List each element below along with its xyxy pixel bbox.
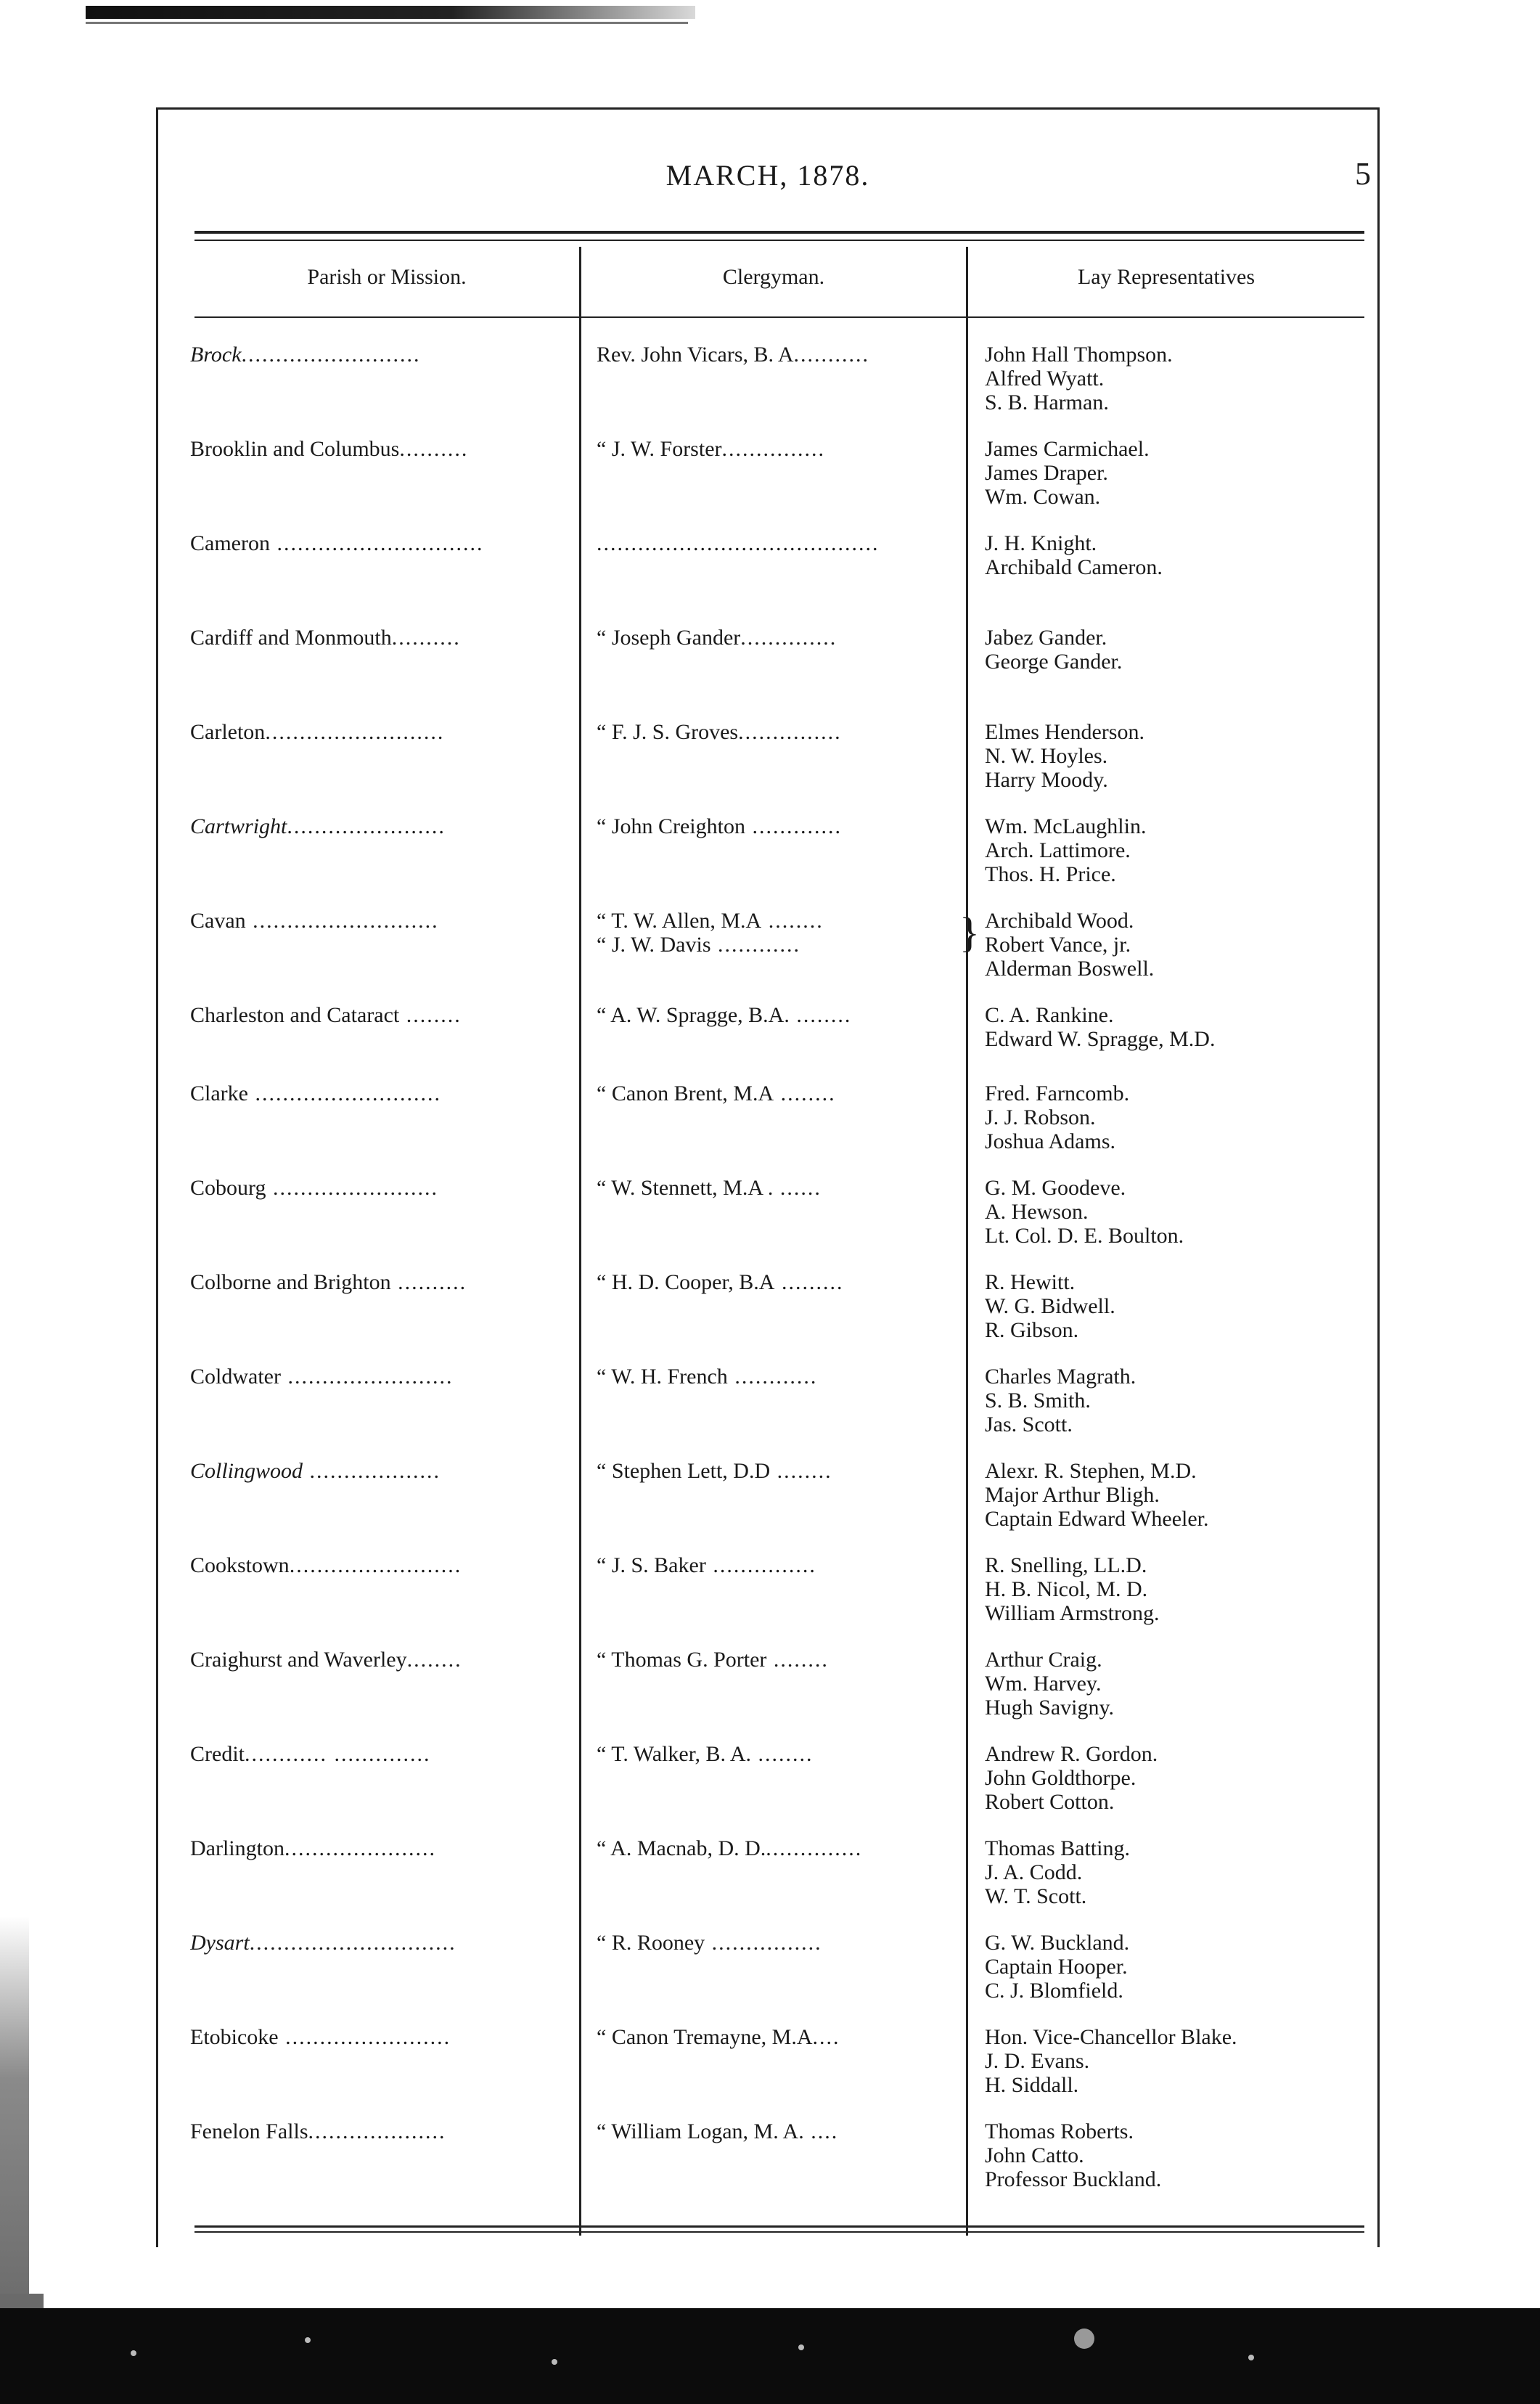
clergy-name: “ Canon Tremayne, M.A (597, 2025, 813, 2049)
lay-name: Thos. H. Price. (985, 862, 1116, 886)
lay-representatives (985, 1931, 1362, 2003)
scan-edge-bottom (0, 2308, 1540, 2404)
table-row: Collingwood ................... “ Stephen Lett, D.D ........ Alexr. R. Stephen, M.D. Major Arthur Bligh. Captain Edward Wheeler. (190, 1459, 1366, 1553)
table-row: Craighurst and Waverley........ “ Thomas G. Porter ........ Arthur Craig. Wm. Harvey. Hugh Savigny. (190, 1648, 1366, 1742)
clergy-name: Rev. John Vicars, B. A (597, 343, 794, 367)
parish-name: Craighurst and Waverley (190, 1648, 407, 1672)
lay-name: G. W. Buckland. (985, 1931, 1130, 1955)
clergy-name: “ W. H. French (597, 1365, 728, 1389)
lay-name: Captain Hooper. (985, 1955, 1128, 1979)
lay-name: R. Hewitt. (985, 1270, 1076, 1294)
clergy-name: “ John Creighton (597, 814, 745, 838)
lay-name: Wm. Harvey. (985, 1672, 1102, 1696)
lay-name: Captain Edward Wheeler. (985, 1507, 1209, 1531)
lay-name: John Hall Thompson. (985, 343, 1173, 367)
lay-name: Elmes Henderson. (985, 720, 1144, 744)
clergy-name: “ H. D. Cooper, B.A (597, 1270, 775, 1294)
lay-name: S. B. Harman. (985, 391, 1109, 414)
parish-name: Colborne and Brighton (190, 1270, 391, 1294)
lay-representatives (985, 1553, 1362, 1625)
lay-name: A. Hewson. (985, 1200, 1089, 1224)
clergy-name: “ Stephen Lett, D.D (597, 1459, 771, 1483)
scan-edge-left (0, 1916, 29, 2323)
lay-name: Edward W. Spragge, M.D. (985, 1027, 1216, 1051)
table-row: Fenelon Falls.................... “ William Logan, M. A. .... Thomas Roberts. John Catto. Professor Buckland. (190, 2119, 1366, 2214)
table-row: Brock.......................... Rev. John Vicars, B. A........... John Hall Thompson. Alfred Wyatt. S. B. Harman. (190, 343, 1366, 437)
lay-name: W. T. Scott. (985, 1884, 1087, 1908)
lay-representatives (985, 1836, 1362, 1908)
parish-name: Cameron (190, 531, 270, 555)
column-header-clergy: Clergyman. (722, 265, 825, 289)
table-row: Clarke ........................... “ Canon Brent, M.A ........ Fred. Farncomb. J. J. Robson. Joshua Adams. (190, 1082, 1366, 1176)
table-row: Cookstown......................... “ J. S. Baker ............... R. Snelling, LL.D. H. B. Nicol, M. D. William Armstrong. (190, 1553, 1366, 1648)
lay-name: H. Siddall. (985, 2073, 1079, 2097)
lay-representatives (985, 1270, 1362, 1342)
lay-name: John Catto. (985, 2143, 1084, 2167)
lay-name: Alexr. R. Stephen, M.D. (985, 1459, 1197, 1483)
footer-rule-thin (194, 2231, 1364, 2233)
parish-name: Etobicoke (190, 2025, 279, 2049)
lay-name: Thomas Batting. (985, 1836, 1130, 1860)
lay-name: Alfred Wyatt. (985, 367, 1105, 391)
lay-name: William Armstrong. (985, 1601, 1160, 1625)
table-row: Cavan ........................... “ T. W. Allen, M.A ........ “ J. W. Davis ............ } Archibald Wood. Robert Vance, jr. Alderman Boswell. (190, 909, 1366, 1003)
lay-representatives (985, 1003, 1362, 1051)
lay-representatives (985, 1365, 1362, 1436)
lay-name: R. Gibson. (985, 1318, 1079, 1342)
lay-name: R. Snelling, LL.D. (985, 1553, 1147, 1577)
lay-name: Major Arthur Bligh. (985, 1483, 1160, 1507)
header-rule-thin (194, 240, 1364, 241)
lay-representatives (985, 814, 1362, 886)
lay-name: Wm. Cowan. (985, 485, 1101, 509)
clergy-name: “ A. Macnab, D. D. (597, 1836, 766, 1860)
lay-name: George Gander. (985, 650, 1123, 674)
parish-name: Cartwright (190, 814, 287, 838)
lay-name: C. J. Blomfield. (985, 1979, 1123, 2003)
scan-edge-top (86, 6, 695, 19)
scan-edge-top-line (86, 22, 688, 24)
parish-name: Credit (190, 1742, 245, 1766)
parish-name: Fenelon Falls (190, 2119, 308, 2143)
lay-representatives (985, 531, 1362, 579)
clergy-name: “ Thomas G. Porter (597, 1648, 767, 1672)
table-row: Carleton.......................... “ F. J. S. Groves............... Elmes Henderson. N. W. Hoyles. Harry Moody. (190, 720, 1366, 814)
clergy-name: “ Joseph Gander (597, 626, 741, 650)
lay-name: C. A. Rankine. (985, 1003, 1114, 1027)
lay-name: J. J. Robson. (985, 1105, 1096, 1129)
parish-name: Clarke (190, 1082, 248, 1105)
lay-name: Charles Magrath. (985, 1365, 1136, 1389)
lay-name: James Draper. (985, 461, 1108, 485)
lay-name: Jas. Scott. (985, 1412, 1073, 1436)
parish-name: Brock (190, 343, 242, 367)
lay-name: James Carmichael. (985, 437, 1150, 461)
parish-name: Dysart (190, 1931, 250, 1955)
column-header-rule (194, 316, 1364, 318)
table-row: Dysart.............................. “ R. Rooney ................ G. W. Buckland. Captain Hooper. C. J. Blomfield. (190, 1931, 1366, 2025)
table-row: Cobourg ........................ “ W. Stennett, M.A . ...... G. M. Goodeve. A. Hewson. Lt. Col. D. E. Boulton. (190, 1176, 1366, 1270)
lay-name: Hon. Vice-Chancellor Blake. (985, 2025, 1237, 2049)
lay-name: Jabez Gander. (985, 626, 1107, 650)
lay-name: Robert Cotton. (985, 1790, 1115, 1814)
clergy-name: “ J. S. Baker (597, 1553, 706, 1577)
footer-rule-thick (194, 2225, 1364, 2228)
clergy-name: “ R. Rooney (597, 1931, 705, 1955)
lay-name: G. M. Goodeve. (985, 1176, 1126, 1200)
lay-name: Fred. Farncomb. (985, 1082, 1130, 1105)
clergy-name: “ T. Walker, B. A. (597, 1742, 752, 1766)
lay-name: Harry Moody. (985, 768, 1108, 792)
parish-name: Cavan (190, 909, 246, 933)
parish-name: Cobourg (190, 1176, 266, 1200)
column-header-parish: Parish or Mission. (307, 265, 467, 289)
lay-representatives (985, 1176, 1362, 1248)
column-header-lay: Lay Representatives (1077, 265, 1256, 289)
clergy-name: “ T. W. Allen, M.A (597, 909, 762, 933)
parish-name: Coldwater (190, 1365, 281, 1389)
lay-name: Lt. Col. D. E. Boulton. (985, 1224, 1184, 1248)
parish-name: Darlington (190, 1836, 284, 1860)
lay-name: Hugh Savigny. (985, 1696, 1115, 1720)
table-row: Etobicoke ........................ “ Canon Tremayne, M.A.... Hon. Vice-Chancellor Blake. J. D. Evans. H. Siddall. (190, 2025, 1366, 2119)
clergy-name: “ J. W. Davis (597, 933, 711, 957)
clergy-name: “ A. W. Spragge, B.A. (597, 1003, 790, 1027)
lay-name: Archibald Cameron. (985, 555, 1163, 579)
clergy-name: “ William Logan, M. A. (597, 2119, 804, 2143)
lay-name: Andrew R. Gordon. (985, 1742, 1158, 1766)
table-row: Cameron .............................. ......................................... J. H. Knight. Archibald Cameron. (190, 531, 1366, 626)
lay-name: Archibald Wood. (985, 909, 1134, 933)
lay-representatives (985, 626, 1362, 674)
lay-representatives (985, 1082, 1362, 1153)
lay-name: Arthur Craig. (985, 1648, 1102, 1672)
lay-representatives (985, 1459, 1362, 1531)
lay-name: J. A. Codd. (985, 1860, 1083, 1884)
page-title: MARCH, 1878. (665, 159, 870, 192)
parish-name: Cardiff and Monmouth (190, 626, 392, 650)
table-row: Coldwater ........................ “ W. H. French ............ Charles Magrath. S. B. Smith. Jas. Scott. (190, 1365, 1366, 1459)
clergy-name: “ W. Stennett, M.A . (597, 1176, 774, 1200)
table-row: Charleston and Cataract ........ “ A. W. Spragge, B.A. ........ C. A. Rankine. Edward W. Spragge, M.D. (190, 1003, 1366, 1097)
table-row: Darlington...................... “ A. Macnab, D. D............... Thomas Batting. J. A. Codd. W. T. Scott. (190, 1836, 1366, 1931)
lay-representatives (985, 909, 1362, 981)
lay-representatives (985, 720, 1362, 792)
lay-representatives (985, 1648, 1362, 1720)
brace-glyph: } (959, 909, 980, 956)
clergy-name: “ F. J. S. Groves (597, 720, 739, 744)
lay-name: H. B. Nicol, M. D. (985, 1577, 1148, 1601)
lay-name: Professor Buckland. (985, 2167, 1162, 2191)
lay-representatives (985, 437, 1362, 509)
lay-representatives (985, 2119, 1362, 2191)
table-row: Cardiff and Monmouth.......... “ Joseph Gander.............. Jabez Gander. George Gander. (190, 626, 1366, 720)
lay-representatives (985, 1742, 1362, 1814)
table-row: Brooklin and Columbus.......... “ J. W. Forster............... James Carmichael. James Draper. Wm. Cowan. (190, 437, 1366, 531)
lay-name: W. G. Bidwell. (985, 1294, 1115, 1318)
lay-name: Thomas Roberts. (985, 2119, 1134, 2143)
lay-name: S. B. Smith. (985, 1389, 1091, 1412)
lay-name: Arch. Lattimore. (985, 838, 1131, 862)
lay-name: Joshua Adams. (985, 1129, 1115, 1153)
lay-representatives (985, 343, 1362, 414)
lay-representatives (985, 2025, 1362, 2097)
parish-name: Charleston and Cataract (190, 1003, 400, 1027)
page-header (156, 152, 1380, 203)
lay-name: Alderman Boswell. (985, 957, 1155, 981)
lay-name: John Goldthorpe. (985, 1766, 1136, 1790)
page-number: 5 (1355, 156, 1371, 192)
header-rule-thick (194, 231, 1364, 234)
parish-name: Collingwood (190, 1459, 303, 1483)
parish-name: Brooklin and Columbus (190, 437, 400, 461)
table-row: Colborne and Brighton .......... “ H. D. Cooper, B.A ......... R. Hewitt. W. G. Bidwell. R. Gibson. (190, 1270, 1366, 1365)
parish-name: Carleton (190, 720, 266, 744)
lay-name: J. D. Evans. (985, 2049, 1090, 2073)
lay-name: Robert Vance, jr. (985, 933, 1131, 957)
clergy-name: “ J. W. Forster (597, 437, 722, 461)
table-row: Cartwright....................... “ John Creighton ............. Wm. McLaughlin. Arch. Lattimore. Thos. H. Price. (190, 814, 1366, 909)
lay-name: Wm. McLaughlin. (985, 814, 1147, 838)
parish-name: Cookstown (190, 1553, 290, 1577)
lay-name: J. H. Knight. (985, 531, 1097, 555)
clergy-name: “ Canon Brent, M.A (597, 1082, 774, 1105)
lay-name: N. W. Hoyles. (985, 744, 1108, 768)
table-row: Credit............ .............. “ T. Walker, B. A. ........ Andrew R. Gordon. John Goldthorpe. Robert Cotton. (190, 1742, 1366, 1836)
